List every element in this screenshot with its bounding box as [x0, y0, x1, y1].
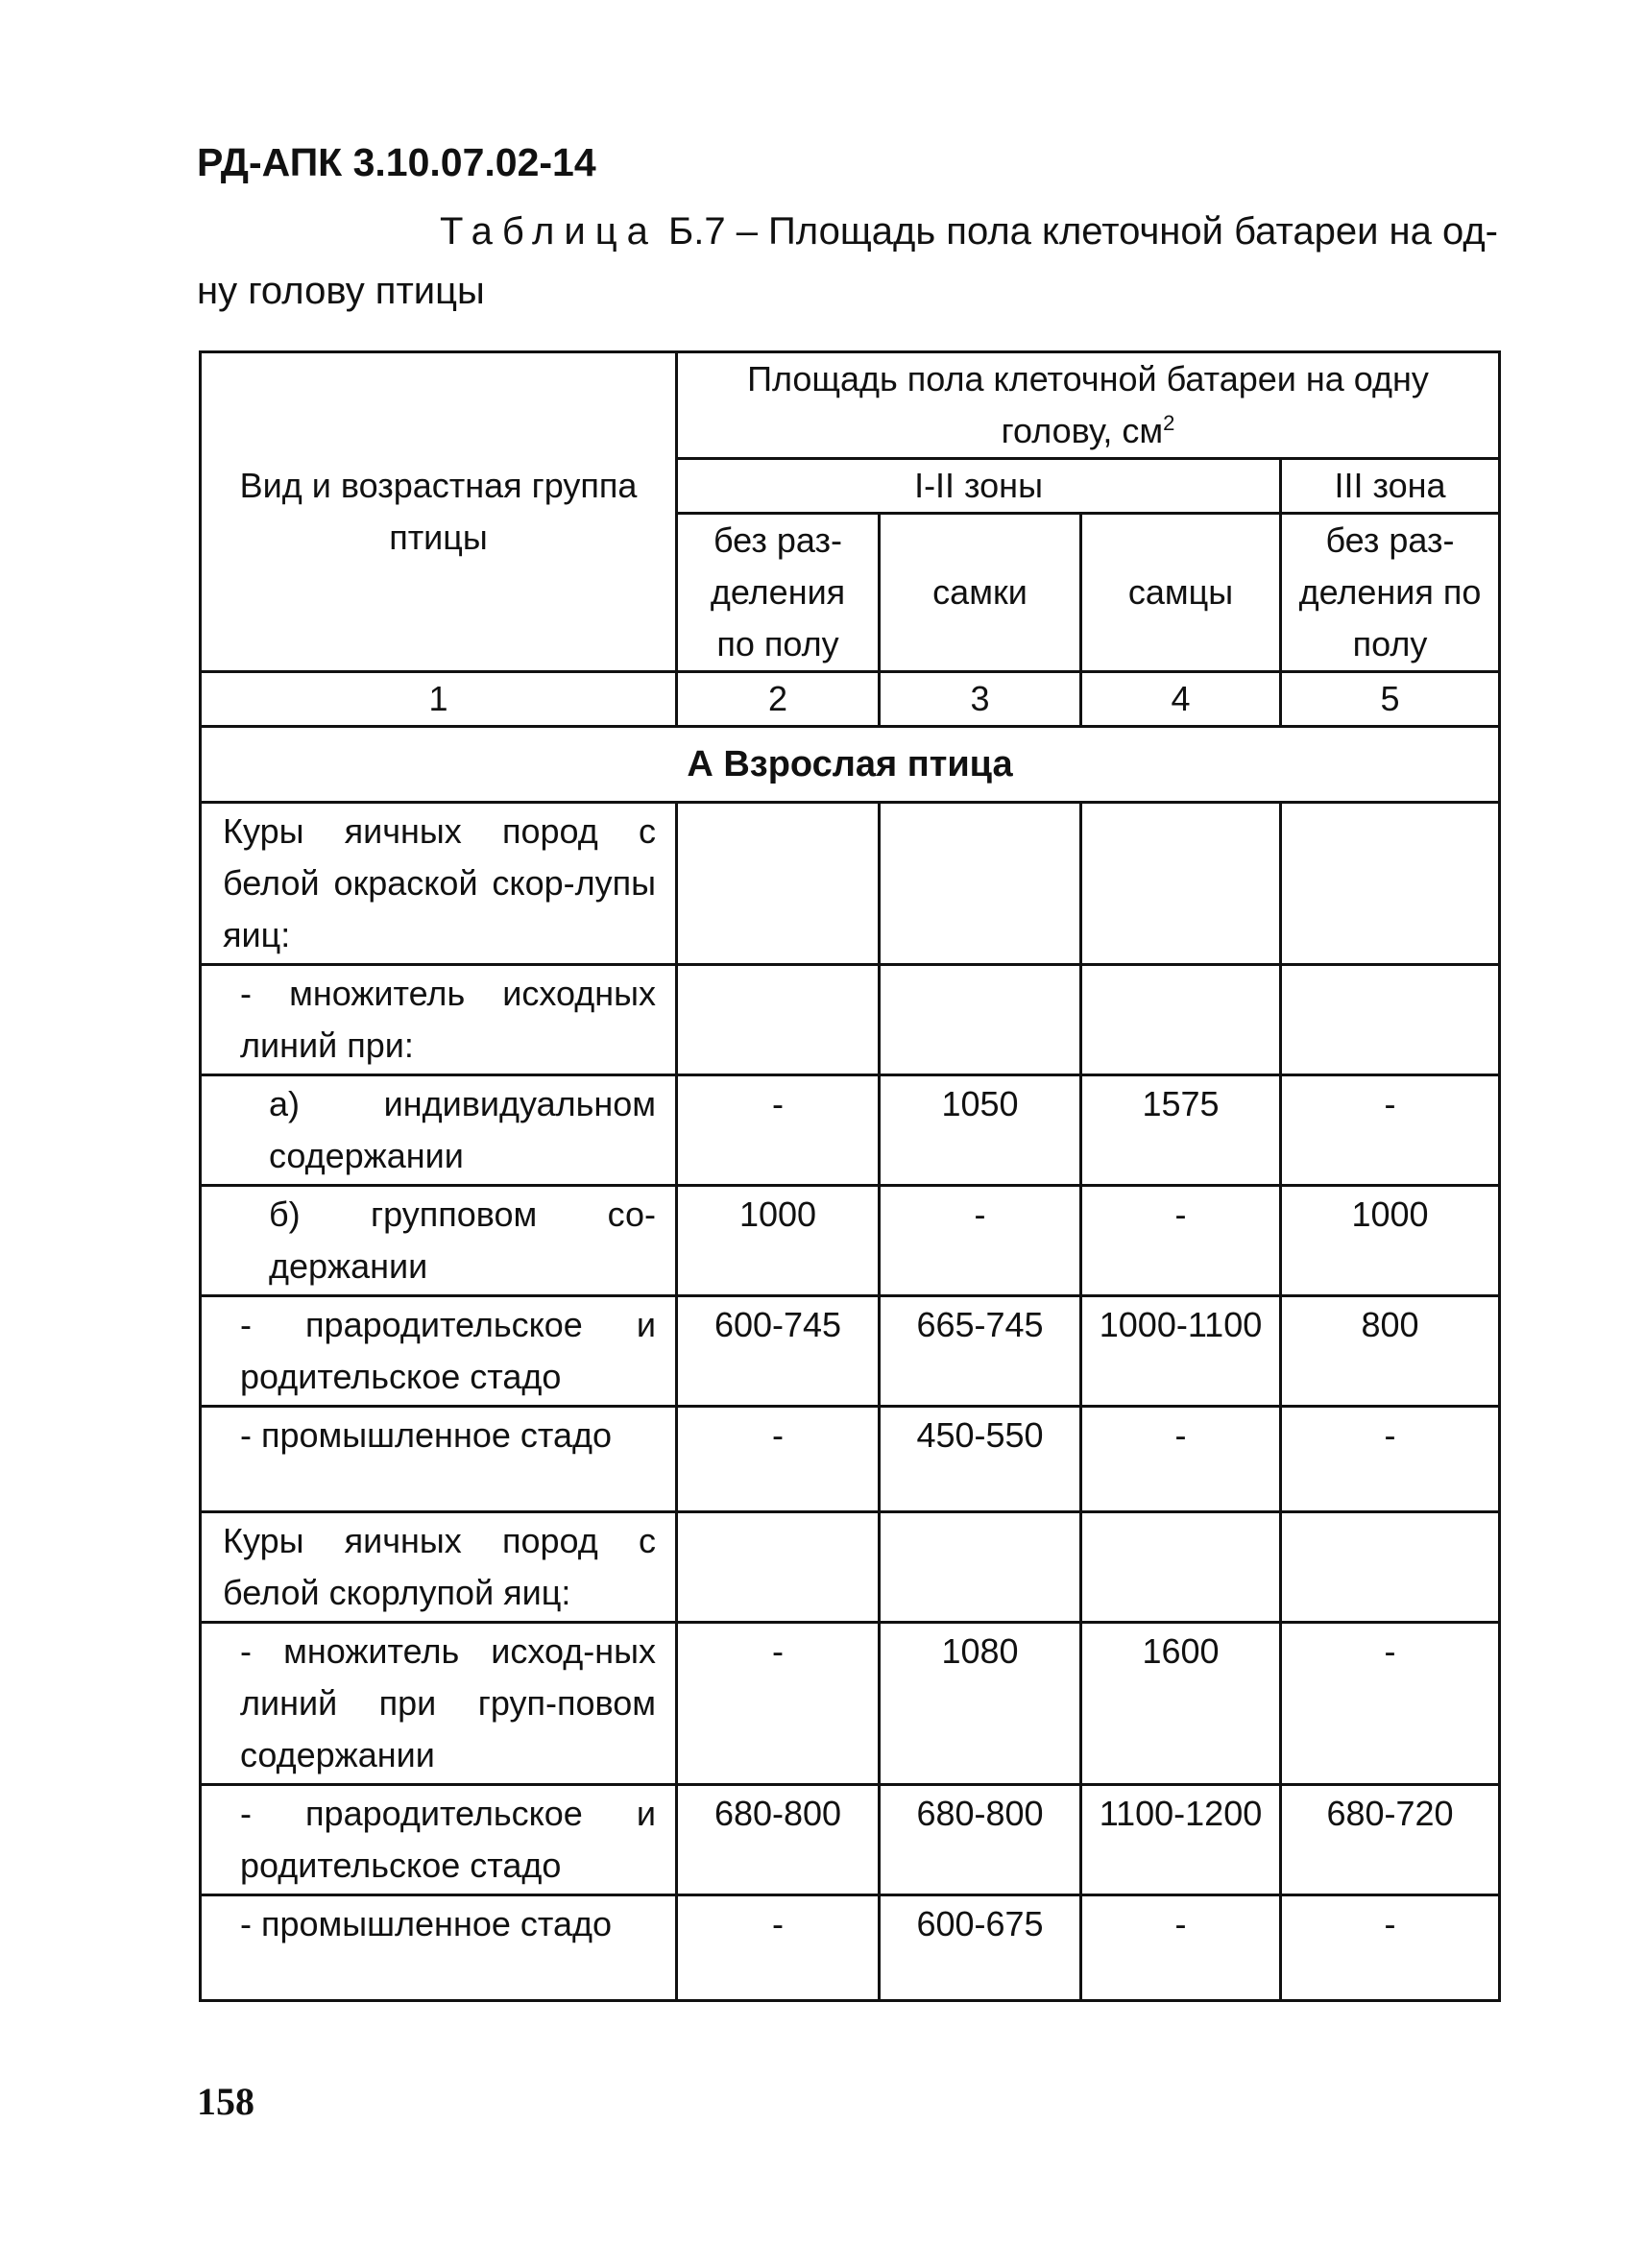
column-number: 5	[1281, 672, 1500, 727]
cell-value	[1081, 1512, 1281, 1623]
cell-value: 1600	[1081, 1623, 1281, 1785]
header-col5: без раз-деления по полу	[1281, 514, 1500, 672]
header-area-title-text: Площадь пола клеточной батареи на одну голову, см	[747, 359, 1429, 450]
column-number: 2	[677, 672, 880, 727]
header-area-unit-sup: 2	[1163, 411, 1175, 435]
row-label: а) индивидуальном содержании	[201, 1075, 677, 1186]
cell-value: 1100-1200	[1081, 1785, 1281, 1895]
table-row	[201, 1895, 1500, 2001]
cell-value: -	[1281, 1623, 1500, 1785]
header-zone-3: III зона	[1281, 459, 1500, 514]
header-col4-males: самцы	[1081, 514, 1281, 672]
cell-value: 1575	[1081, 1075, 1281, 1186]
caption-text-line1: Б.7 – Площадь пола клеточной батареи на од-	[657, 210, 1498, 253]
header-area-title	[677, 352, 1500, 459]
row-label: - прародительское и родительское стадо	[201, 1785, 677, 1895]
document-code: РД-АПК 3.10.07.02-14	[197, 140, 596, 184]
header-species-age: Вид и возрастная группа птицы	[201, 352, 677, 672]
section-heading-adult-poultry: А Взрослая птица	[201, 727, 1500, 803]
table-row	[201, 1296, 1500, 1407]
cell-value: -	[677, 1075, 880, 1186]
cell-value: 680-720	[1281, 1785, 1500, 1895]
cell-value	[677, 803, 880, 965]
cell-value: -	[677, 1407, 880, 1512]
table-row	[201, 965, 1500, 1075]
cell-value: -	[1081, 1407, 1281, 1512]
cell-value: 1000	[677, 1186, 880, 1296]
table-row	[201, 803, 1500, 965]
column-number: 4	[1081, 672, 1281, 727]
cell-value	[1081, 803, 1281, 965]
cell-value: 1080	[880, 1623, 1081, 1785]
table-row	[201, 1785, 1500, 1895]
cell-value: -	[677, 1895, 880, 2001]
cell-value	[677, 1512, 880, 1623]
cell-value	[880, 1512, 1081, 1623]
row-label: б) групповом со-держании	[201, 1186, 677, 1296]
table-row	[201, 1623, 1500, 1785]
cell-value: -	[1281, 1075, 1500, 1186]
cell-value: 600-675	[880, 1895, 1081, 2001]
header-zone-1-2: I-II зоны	[677, 459, 1281, 514]
cell-value: -	[1081, 1895, 1281, 2001]
row-label: - промышленное стадо	[201, 1895, 677, 2001]
cell-value: 1000	[1281, 1186, 1500, 1296]
row-label: Куры яичных пород с белой скорлупой яиц:	[201, 1512, 677, 1623]
page-number: 158	[197, 2080, 254, 2123]
cell-value	[1281, 803, 1500, 965]
column-number-row	[201, 672, 1500, 727]
table-row	[201, 1512, 1500, 1623]
cell-value: -	[677, 1623, 880, 1785]
cell-value: -	[880, 1186, 1081, 1296]
caption-label: Таблица	[440, 210, 658, 253]
cell-value: 600-745	[677, 1296, 880, 1407]
row-label: - множитель исход-ных линий при груп-повом содержании	[201, 1623, 677, 1785]
row-label: - прародительское и родительское стадо	[201, 1296, 677, 1407]
cell-value	[1281, 965, 1500, 1075]
header-col2: без раз-деления по полу	[677, 514, 880, 672]
data-table	[199, 350, 1501, 2002]
row-label: - множитель исходных линий при:	[201, 965, 677, 1075]
column-number: 3	[880, 672, 1081, 727]
cell-value	[1281, 1512, 1500, 1623]
row-label: Куры яичных пород с белой окраской скор-лупы яиц:	[201, 803, 677, 965]
cell-value	[1081, 965, 1281, 1075]
cell-value: -	[1081, 1186, 1281, 1296]
column-number: 1	[201, 672, 677, 727]
caption-text-line2: ну голову птицы	[197, 270, 485, 312]
table-row	[201, 1407, 1500, 1512]
cell-value: 665-745	[880, 1296, 1081, 1407]
cell-value	[677, 965, 880, 1075]
table-row	[201, 1075, 1500, 1186]
table-caption	[197, 202, 1498, 321]
cell-value: 450-550	[880, 1407, 1081, 1512]
cell-value: 1050	[880, 1075, 1081, 1186]
row-label: - промышленное стадо	[201, 1407, 677, 1512]
cell-value	[880, 965, 1081, 1075]
cell-value: 800	[1281, 1296, 1500, 1407]
cell-value: 680-800	[677, 1785, 880, 1895]
cell-value: 1000-1100	[1081, 1296, 1281, 1407]
header-col3-females: самки	[880, 514, 1081, 672]
cell-value	[880, 803, 1081, 965]
cell-value: 680-800	[880, 1785, 1081, 1895]
cell-value: -	[1281, 1895, 1500, 2001]
table-row	[201, 1186, 1500, 1296]
cell-value: -	[1281, 1407, 1500, 1512]
